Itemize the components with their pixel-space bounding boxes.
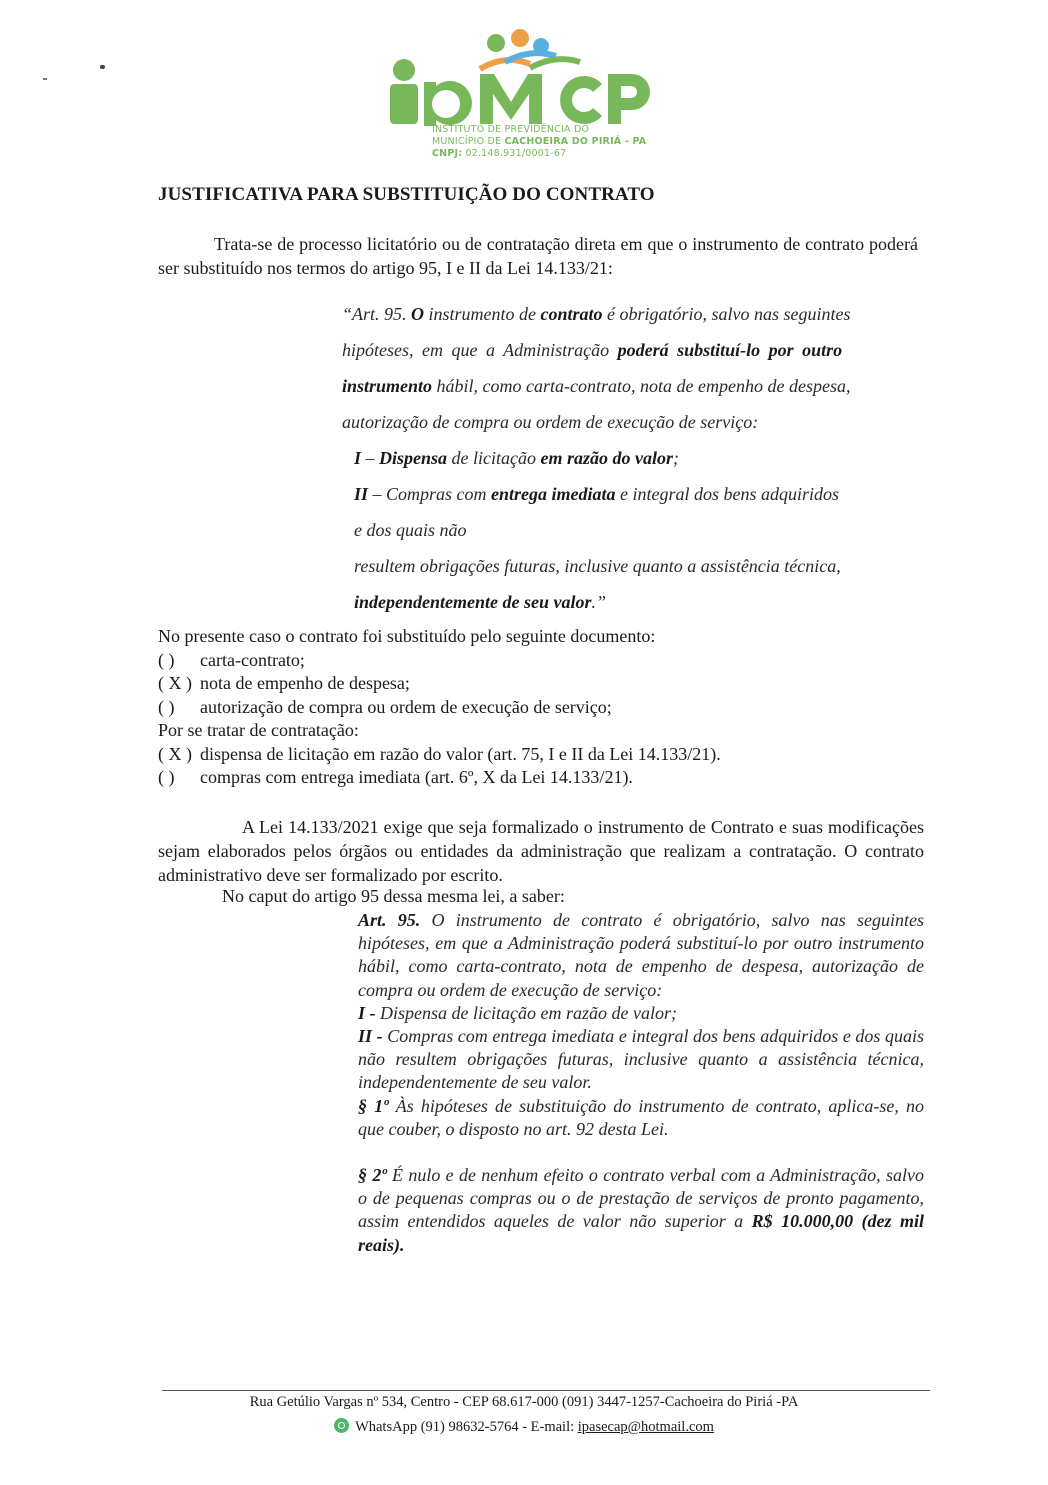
substitution-checklist: [158, 625, 721, 790]
spacer: [358, 1141, 924, 1164]
logo-institute-line1: INSTITUTO DE PREVIDÊNCIA DO: [432, 124, 590, 135]
intro-paragraph: Trata-se de processo licitatório ou de contratação direta em que o instrumento de contrato poderá ser substituído nos termos do artigo 95, I e II da Lei 14.133/21:: [158, 234, 918, 278]
logo-letter-m: [480, 74, 542, 124]
checklist-item-dispensa: [158, 743, 721, 767]
checklist-item-nota-empenho: [158, 672, 721, 696]
logo-i-dot: [393, 59, 415, 81]
ipmcp-logo: [380, 26, 670, 161]
ipmcp-logo-graphic: [380, 26, 670, 126]
footer-address: Rua Getúlio Vargas nº 534, Centro - CEP 68.617-000 (091) 3447-1257-Cachoeira do Piriá -PA: [249, 1394, 799, 1410]
checkbox-mark: ( X ): [158, 743, 192, 764]
logo-letter-c: [560, 76, 602, 124]
checklist-label: autorização de compra ou ordem de execução de serviço;: [200, 696, 612, 717]
document-title: JUSTIFICATIVA PARA SUBSTITUIÇÃO DO CONTRATO: [158, 184, 655, 205]
footer-email-link[interactable]: ipasecap@hotmail.com: [577, 1419, 714, 1435]
logo-letter-i: [390, 84, 418, 124]
law-paragraph: [158, 815, 924, 887]
footer-contact: [0, 1418, 1048, 1436]
checklist-item-carta-contrato: [158, 649, 721, 673]
checklist-label: dispensa de licitação em razão do valor (art. 75, I e II da Lei 14.133/21).: [200, 743, 721, 764]
checklist-item-entrega-imediata: [158, 766, 721, 790]
caput-intro: No caput do artigo 95 dessa mesma lei, a saber:: [222, 886, 565, 906]
checklist-item-autorizacao-compra: [158, 696, 721, 720]
quote-paragraph-1: § 1º Às hipóteses de substituição do instrumento de contrato, aplica-se, no que couber, o disposto no art. 92 desta Lei.: [358, 1095, 924, 1139]
checkbox-mark: ( ): [158, 696, 175, 717]
quote-item-i: I - Dispensa de licitação em razão de valor;: [358, 1002, 677, 1023]
article-95-full-quote: [358, 909, 924, 1257]
quote-line: instrumento hábil, como carta-contrato, nota de empenho de despesa,: [342, 376, 851, 396]
quote-item-ii: II – Compras com entrega imediata e integral dos bens adquiridos: [354, 484, 840, 504]
quote-line: resultem obrigações futuras, inclusive quanto a assistência técnica,: [354, 556, 841, 576]
quote-item-ii: II - Compras com entrega imediata e integral dos bens adquiridos e dos quais não resultem obrigações futuras, inclusive quanto a assistência técnica, independentemente de seu valor.: [358, 1026, 924, 1093]
footer-divider: [162, 1390, 930, 1391]
substituted-intro: No presente caso o contrato foi substituído pelo seguinte documento:: [158, 626, 656, 646]
logo-cnpj-label: CNPJ:: [432, 148, 463, 159]
law-paragraph-text: A Lei 14.133/2021 exige que seja formalizado o instrumento de Contrato e suas modificações sejam elaborados pelos órgãos ou entidades da administração que realizam a contratação. O contrato administrativo deve ser formalizado por escrito.: [158, 817, 924, 885]
contract-type-intro: Por se tratar de contratação:: [158, 720, 359, 740]
scan-artifact: [100, 65, 105, 69]
logo-arc-green: [530, 59, 580, 68]
quote-line: “Art. 95. O instrumento de contrato é obrigatório, salvo nas seguintes: [342, 304, 851, 324]
quote-line: hipóteses, em que a Administração poderá substituí-lo por outro: [342, 340, 843, 360]
logo-institute-line2: [432, 136, 646, 147]
whatsapp-icon: [334, 1418, 349, 1433]
footer-whatsapp: WhatsApp (91) 98632-5764 - E-mail:: [355, 1419, 578, 1435]
article-95-quote: [342, 296, 918, 620]
scan-artifact: [43, 78, 47, 80]
logo-person-head-orange: [511, 29, 529, 47]
logo-person-head-green: [487, 34, 505, 52]
quote-art-95: Art. 95. O instrumento de contrato é obrigatório, salvo nas seguintes hipóteses, em que a Administração poderá substituí-lo por outro instrumento hábil, como carta-contrato, nota de empenho de despesa, autorização de compra ou ordem de execução de serviço:: [358, 910, 924, 1000]
logo-cnpj-value: 02.148.931/0001-67: [462, 148, 567, 159]
checklist-label: compras com entrega imediata (art. 6º, X da Lei 14.133/21).: [200, 767, 633, 787]
checklist-label: nota de empenho de despesa;: [200, 673, 410, 693]
quote-line: e dos quais não: [354, 520, 467, 540]
checkbox-mark: ( ): [158, 767, 175, 787]
logo-line2-bold: CACHOEIRA DO PIRIÁ - PA: [504, 136, 647, 147]
logo-line2-prefix: MUNICÍPIO DE: [432, 136, 505, 147]
logo-letter-p: [424, 81, 472, 126]
quote-paragraph-2: § 2º É nulo e de nenhum efeito o contrato verbal com a Administração, salvo o de pequenas compras ou o de prestação de serviços de pronto pagamento, assim entendidos aqueles de valor não superior a R$ 10.000,00 (dez mil reais).: [358, 1165, 925, 1255]
quote-line: autorização de compra ou ordem de execução de serviço:: [342, 412, 759, 432]
checklist-label: carta-contrato;: [200, 649, 305, 670]
checkbox-mark: ( X ): [158, 673, 192, 693]
quote-item-i: I – Dispensa de licitação em razão do valor;: [354, 448, 680, 468]
quote-line: independentemente de seu valor.”: [354, 592, 606, 612]
checkbox-mark: ( ): [158, 649, 175, 670]
logo-letter-p2: [608, 74, 650, 124]
logo-cnpj: [432, 148, 566, 159]
